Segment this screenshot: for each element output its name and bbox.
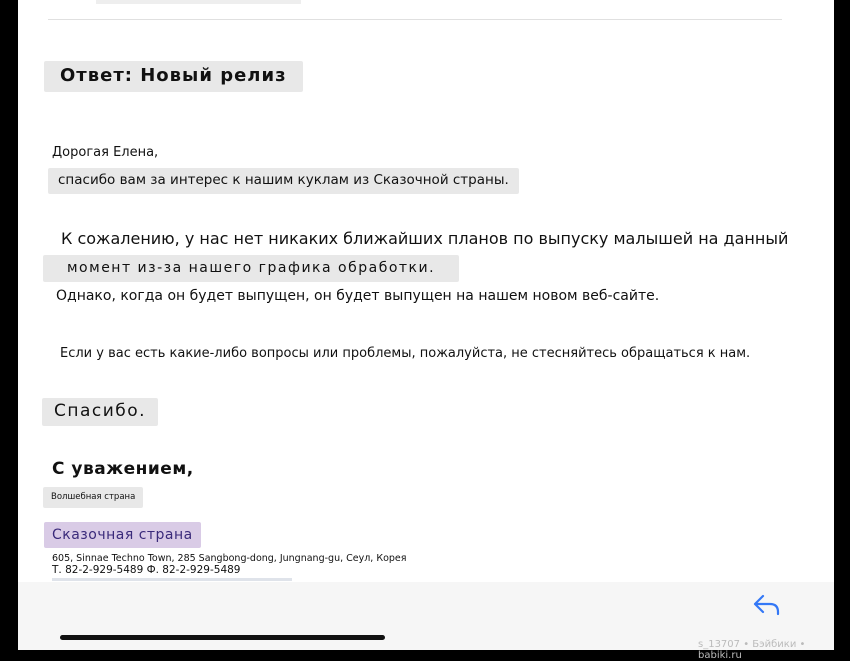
signature-address: 605, Sinnae Techno Town, 285 Sangbong-dong, Jungnang-gu, Сеул, Корея (52, 553, 407, 564)
signature-name: Сказочная страна (44, 522, 201, 548)
reply-arrow-icon[interactable] (752, 592, 782, 618)
header-divider (48, 19, 782, 20)
reply-arrow-icon-graphic (752, 592, 782, 618)
email-subject: Ответ: Новый релиз (44, 61, 303, 92)
signature-company-label: Волшебная страна (43, 487, 143, 508)
signature-phones: Т. 82-2-929-5489 Ф. 82-2-929-5489 (52, 564, 241, 576)
watermark-text: s_13707 • Бэйбики • babiki.ru (698, 639, 806, 661)
thanks-text: Спасибо. (42, 398, 158, 426)
cropped-header-fragment (96, 0, 301, 4)
release-info-text: Однако, когда он будет выпущен, он будет выпущен на нашем новом веб-сайте. (56, 288, 660, 304)
regards-text: С уважением, (52, 459, 194, 479)
thanks-interest-text: спасибо вам за интерес к нашим куклам из Сказочной страны. (48, 168, 519, 194)
questions-text: Если у вас есть какие-либо вопросы или проблемы, пожалуйста, не стесняйтесь обращаться к нам. (60, 346, 751, 361)
home-indicator[interactable] (60, 635, 385, 640)
greeting-text: Дорогая Елена, (52, 145, 159, 160)
cropped-link-fragment (52, 578, 292, 581)
regret-text-line-1: К сожалению, у нас нет никаких ближайших планов по выпуску малышей на данный (61, 229, 789, 248)
regret-text-line-2: момент из-за нашего графика обработки. (43, 255, 459, 282)
